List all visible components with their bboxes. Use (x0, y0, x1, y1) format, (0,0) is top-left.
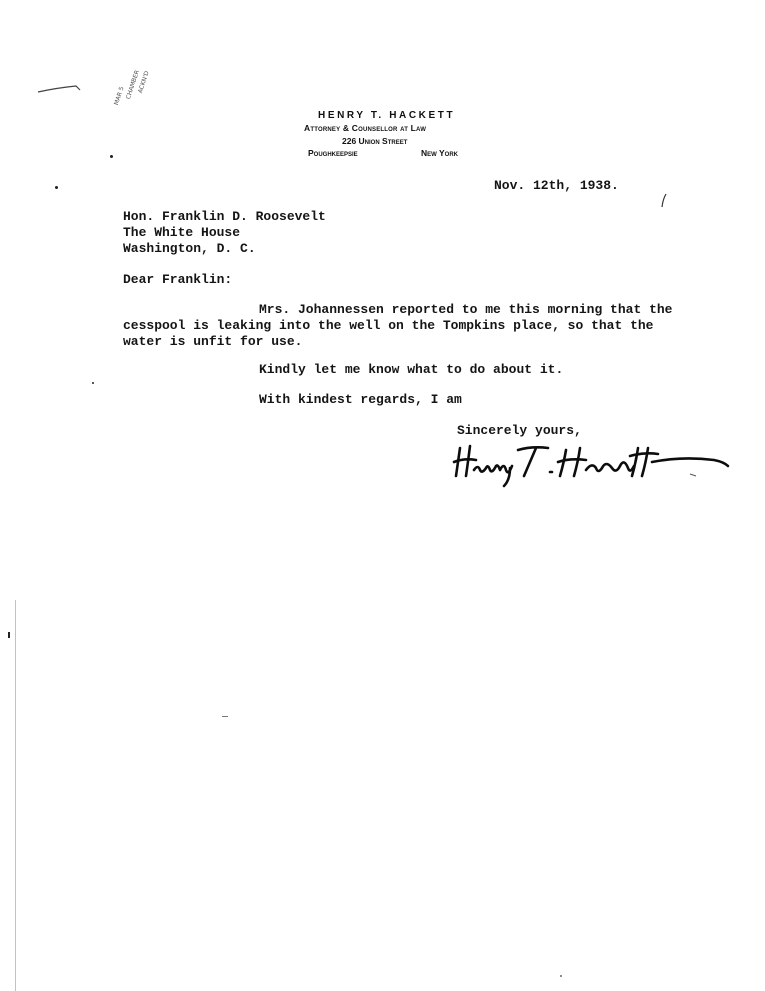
pencil-mark (36, 80, 86, 100)
letterhead-street: 226 Union Street (342, 136, 408, 146)
letterhead-name: HENRY T. HACKETT (318, 110, 456, 121)
scan-speck (55, 186, 58, 189)
scan-speck (92, 382, 94, 384)
pen-mark (660, 193, 670, 209)
letter-date: Nov. 12th, 1938. (494, 178, 619, 193)
stamp-line: CHAMBER (125, 69, 141, 101)
signature (452, 440, 732, 490)
stamp-line: MAR 5 (113, 85, 126, 107)
salutation: Dear Franklin: (123, 272, 233, 287)
received-stamp (95, 6, 165, 106)
closing: Sincerely yours, (457, 423, 582, 438)
scan-speck (110, 155, 113, 158)
body-paragraph: Kindly let me know what to do about it. (259, 362, 564, 377)
recipient-name: Hon. Franklin D. Roosevelt (123, 209, 326, 224)
letterhead-title: Attorney & Counsellor at Law (304, 123, 427, 133)
body-paragraph: With kindest regards, I am (259, 392, 462, 407)
recipient-address-line: The White House (123, 225, 241, 240)
body-line: water is unfit for use. (123, 334, 303, 349)
scan-edge-line (15, 600, 16, 991)
body-line: Mrs. Johannessen reported to me this morning that the (259, 302, 673, 317)
scan-speck (560, 975, 562, 977)
scan-speck (222, 716, 228, 717)
letterhead-city: Poughkeepsie (308, 148, 358, 158)
recipient-address-line: Washington, D. C. (123, 241, 256, 256)
scan-speck (8, 632, 10, 638)
stamp-line: ACKN'D (137, 70, 151, 95)
body-line: cesspool is leaking into the well on the Tompkins place, so that the (123, 318, 654, 333)
letterhead-state: New York (421, 148, 459, 158)
